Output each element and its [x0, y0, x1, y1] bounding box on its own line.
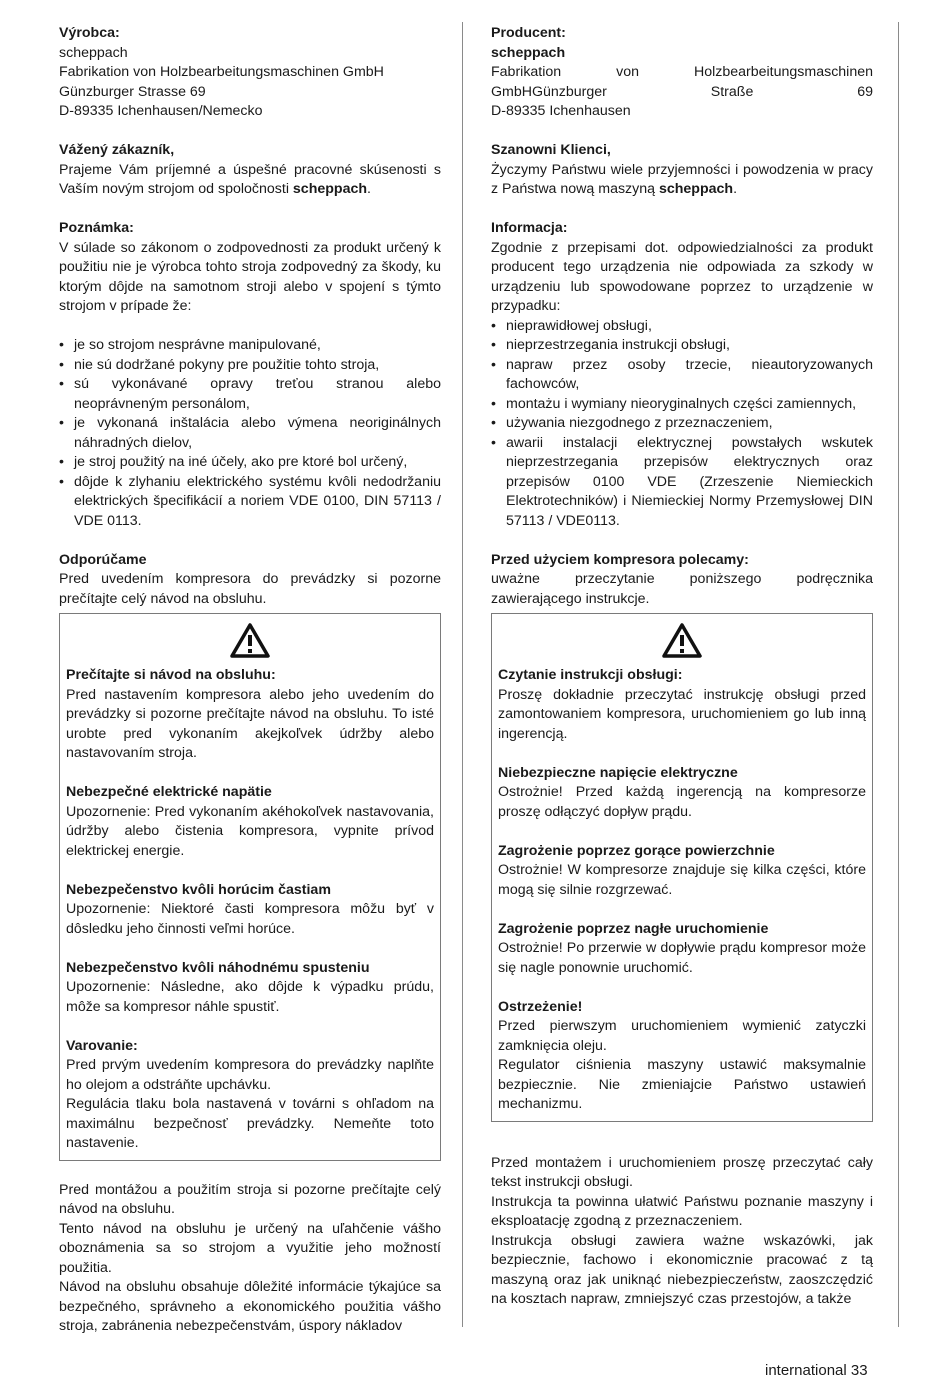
list-item: • dôjde k zlyhaniu elektrického systému kvôli nedodržaniu elektrických špecifikácií a noriem VDE 0100, DIN 57113 / VDE 0113. [59, 473, 441, 532]
closing-paragraph: Instrukcja obsługi zawiera ważne wskazówki, jak bezpiecznie, fachowo i ekonomicznie pracować z tą maszyną oraz jak uniknąć niebezpieczeństw, zaoszczędzić na kosztach napraw, zmniejszyć czas przestojów, a także [491, 1232, 873, 1307]
box-section [66, 881, 434, 940]
note-heading: Poznámka: [59, 220, 134, 236]
manufacturer-line-text: Fabrikation von Holzbearbeitungsmaschinen GmbHGünzburger Straße 69 [491, 64, 873, 100]
brand-name: scheppach [292, 181, 368, 197]
box-section-heading: Prečítajte si návod na obsluhu: [66, 667, 276, 683]
greeting-text-end: . [733, 181, 738, 197]
box-section-heading: Nebezpečné elektrické napätie [66, 784, 272, 800]
box-section-text: Regulator ciśnienia maszyny ustawić maksymalnie bezpiecznie. Nie zmieniajcie Państwo ustawień mechanizmu. [498, 1057, 866, 1112]
warning-triangle-icon [229, 622, 271, 660]
box-section-text: Upozornenie: Niektoré časti kompresora môžu byť v dôsledku jeho činnosti veľmi horúce. [66, 901, 434, 937]
box-section-text: Ostrożnie! Przed każdą ingerencją na kompresorze proszę odłączyć dopływ prądu. [498, 784, 866, 820]
note-heading: Informacja: [491, 220, 568, 236]
box-section [498, 920, 866, 979]
manufacturer-block [59, 24, 441, 122]
box-section [498, 666, 866, 744]
liability-list [491, 317, 873, 532]
greeting-heading: Vážený zákazník, [59, 142, 175, 158]
column-slovak [59, 24, 441, 1337]
greeting-heading: Szanowni Klienci, [491, 142, 611, 158]
box-section-heading: Niebezpieczne napięcie elektryczne [498, 764, 738, 781]
greeting-block [491, 141, 873, 200]
safety-warning-box [491, 613, 873, 1122]
list-item: • montażu i wymiany nieoryginalnych części zamiennych, [491, 395, 873, 415]
list-item: • używania niezgodnego z przeznaczeniem, [491, 414, 873, 434]
column-polish [491, 24, 873, 1310]
recommend-text: Pred uvedením kompresora do prevádzky si pozorne prečítajte celý návod na obsluhu. [59, 571, 441, 607]
box-section-text: Proszę dokładnie przeczytać instrukcję obsługi przed zamontowaniem kompresora, uruchomieniem go lub inną ingerencją. [498, 686, 866, 742]
closing-paragraph: Instrukcja ta powinna ułatwić Państwu poznanie maszyny i eksploatację zgodną z przeznaczeniem. [491, 1193, 873, 1229]
list-item: • napraw przez osoby trzecie, nieautoryzowanych fachowców, [491, 356, 873, 395]
greeting-text-end: . [367, 181, 371, 197]
liability-list [59, 336, 441, 531]
box-section-heading: Zagrożenie poprzez nagłe uruchomienie [498, 920, 769, 937]
box-section [66, 1037, 434, 1154]
recommend-heading: Odporúčame [59, 551, 147, 568]
note-block [491, 219, 873, 531]
box-section-heading: Nebezpečenstvo kvôli náhodnému spusteniu [66, 959, 370, 976]
box-section-text: Przed pierwszym uruchomieniem wymienić zatyczki zamknięcia oleju. [498, 1018, 866, 1054]
safety-warning-box [59, 613, 441, 1161]
closing-block [59, 1181, 441, 1337]
box-section-text: Ostrożnie! W kompresorze znajduje się kilka części, które mogą się silnie rozgrzewać. [498, 862, 866, 898]
box-section [498, 842, 866, 901]
manufacturer-block [491, 24, 873, 122]
closing-paragraph: Przed montażem i uruchomieniem proszę przeczytać cały tekst instrukcji obsługi. [491, 1154, 873, 1190]
list-item: • je stroj použitý na iné účely, ako pre ktoré bol určený, [59, 453, 441, 473]
greeting-text-main: Życzymy Państwu wiele przyjemności i powodzenia w pracy z Państwa nową maszyną [491, 161, 873, 197]
list-item: • nieprzestrzegania instrukcji obsługi, [491, 336, 873, 356]
note-text: Zgodnie z przepisami dot. odpowiedzialności za produkt producent tego urządzenia nie odpowiada za szkody w urządzeniu lub spowodowane poprzez to urządzenie w przypadku: [491, 239, 873, 314]
box-section-text: Pred prvým uvedením kompresora do prevádzky naplňte ho olejom a odstráňte upchávku. [66, 1057, 434, 1093]
manufacturer-line: Fabrikation von Holzbearbeitungsmaschinen GmbH [59, 64, 384, 80]
warning-triangle-icon [661, 622, 703, 660]
manufacturer-line: Günzburger Strasse 69 [59, 83, 206, 100]
greeting-block [59, 141, 441, 200]
recommend-block [491, 551, 873, 610]
list-item: • nieprawidłowej obsługi, [491, 317, 873, 337]
box-section-text: Ostrożnie! Po przerwie w dopływie prądu kompresor może się nagle ponownie uruchomić. [498, 940, 866, 976]
page-number: 33 [850, 1362, 868, 1379]
box-section [66, 666, 434, 764]
manufacturer-line: D-89335 Ichenhausen [491, 103, 631, 119]
recommend-text: uważne przeczytanie poniższego podręcznika zawierającego instrukcje. [491, 571, 873, 607]
closing-paragraph: Návod na obsluhu obsahuje dôležité informácie týkajúce sa bezpečného, správneho a ekonomického použitia vášho stroja, zabránenia nebezpečenstvám, úspory nákladov [59, 1279, 441, 1334]
box-section [498, 764, 866, 823]
box-section [66, 959, 434, 1018]
closing-paragraph: Pred montážou a použitím stroja si pozorne prečítajte celý návod na obsluhu. [59, 1181, 441, 1217]
page-footer [765, 1362, 868, 1379]
box-section-heading: Nebezpečenstvo kvôli horúcim častiam [66, 881, 331, 898]
closing-block [491, 1154, 873, 1310]
box-section-heading: Zagrożenie poprzez gorące powierzchnie [498, 842, 775, 859]
box-section-text: Upozornenie: Pred vykonaním akéhokoľvek nastavovania, údržby alebo čistenia kompresora, vypnite prívod elektrickej energie. [66, 803, 434, 859]
closing-paragraph: Tento návod na obsluhu je určený na uľahčenie vášho oboznámenia sa so strojom a využitie jeho možností použitia. [59, 1220, 441, 1276]
brand-name: scheppach [491, 44, 566, 61]
recommend-heading: Przed użyciem kompresora polecamy: [491, 551, 749, 568]
list-item: • nie sú dodržané pokyny pre použitie tohto stroja, [59, 356, 441, 376]
manufacturer-heading: Výrobca: [59, 25, 120, 41]
box-section-text: Upozornenie: Následne, ako dôjde k výpadku prúdu, môže sa kompresor náhle spustiť. [66, 979, 434, 1015]
footer-section: international [765, 1362, 847, 1379]
box-section-heading: Ostrzeżenie! [498, 998, 583, 1015]
list-item: • je so strojom nesprávne manipulované, [59, 336, 441, 356]
column-divider-left [462, 22, 463, 1327]
box-section-text: Pred nastavením kompresora alebo jeho uvedením do prevádzky si pozorne prečítajte návod na obsluhu. To isté urobte pred vykonaním akejkoľvek údržby alebo nastavovaním stroja. [66, 686, 434, 761]
box-section-heading: Czytanie instrukcji obsługi: [498, 667, 683, 683]
manufacturer-line: D-89335 Ichenhausen/Nemecko [59, 103, 263, 119]
box-section-heading: Varovanie: [66, 1037, 138, 1054]
greeting-text-main: Prajeme Vám príjemné a úspešné pracovné skúsenosti s Vaším novým strojom od spoločnosti [59, 161, 441, 197]
brand-name: scheppach [658, 181, 734, 197]
manufacturer-line: scheppach [59, 44, 128, 61]
greeting-text [491, 161, 873, 200]
note-text: V súlade so zákonom o zodpovednosti za produkt určený k použitiu nie je výrobca tohto stroja zodpovedný za škody, ku ktorým dôjde na samotnom stroji alebo v spojení s týmto strojom v prípade že: [59, 239, 441, 314]
box-section [498, 998, 866, 1115]
list-item: • awarii instalacji elektrycznej powstałych wskutek nieprzestrzegania przepisów elektrycznych oraz przepisów 0100 VDE (Zrzeszenie Niemieckich Elektrotechników) i Niemieckiej Normy Przemysłowej DIN 57113 / VDE0113. [491, 434, 873, 532]
list-item: • je vykonaná inštalácia alebo výmena neoriginálnych náhradných dielov, [59, 414, 441, 453]
note-block [59, 219, 441, 531]
box-section [66, 783, 434, 861]
box-section-text: Regulácia tlaku bola nastavená v továrni s ohľadom na maximálnu bezpečnosť prevádzky. Nemeňte toto nastavenie. [66, 1096, 434, 1151]
list-item: • sú vykonávané opravy treťou stranou alebo neoprávneným personálom, [59, 375, 441, 414]
manufacturer-line [491, 63, 873, 102]
column-divider-right [898, 22, 899, 1327]
recommend-block [59, 551, 441, 610]
manufacturer-heading: Producent: [491, 25, 566, 41]
greeting-text [59, 161, 441, 200]
